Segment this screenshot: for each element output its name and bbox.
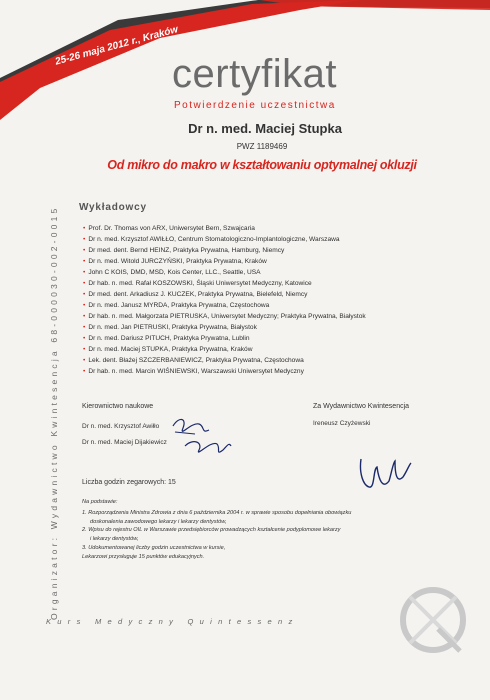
scientific-direction-names — [82, 419, 167, 451]
hours-count: Liczba godzin zegarowych: 15 — [82, 479, 176, 486]
participant-pwz: PWZ 1189469 — [236, 142, 288, 151]
bullet-icon: • — [83, 313, 86, 320]
legal-item: 2. Wpisu do rejestru OIL w Warszawie przedsiębiorców prowadzących kształcenie podyplomowe lekarzy — [82, 527, 341, 534]
lecturers-heading: Wykładowcy — [79, 202, 147, 213]
bullet-icon: • — [83, 368, 86, 375]
quintessenz-logo-icon — [398, 585, 468, 655]
legal-item: 1. Rozporządzenia Ministra Zdrowia z dnia 6 października 2004 r. w sprawie sposobu dopełniania obowiązku — [82, 509, 352, 516]
lecturer-item: • Dr n. med. Janusz MYRDA, Praktyka Prywatna, Częstochowa — [83, 302, 270, 309]
lecturer-item: • Dr n. med. Krzysztof AWIŁŁO, Centrum Stomatologiczno-Implantologiczne, Warszawa — [83, 236, 340, 243]
bullet-icon: • — [83, 357, 86, 364]
certificate-subtitle: Potwierdzenie uczestnictwa — [174, 100, 336, 111]
lecturer-item: • John C KOIS, DMD, MSD, Kois Center, LLC., Seattle, USA — [83, 269, 261, 276]
bullet-icon: • — [83, 346, 86, 353]
legal-item: i lekarzy dentystów, — [90, 536, 139, 543]
handwritten-signature-right — [355, 451, 415, 496]
legal-item: Lekarzowi przysługuje 15 punktów edukacyjnych. — [82, 553, 205, 560]
lecturer-item: • Dr n. med. Dariusz PITUCH, Praktyka Prywatna, Lublin — [83, 335, 250, 342]
bullet-icon: • — [83, 335, 86, 342]
bullet-icon: • — [83, 225, 86, 232]
signatory-name: Dr n. med. Krzysztof Awiłło — [82, 423, 160, 430]
lecturers-list — [83, 223, 366, 377]
lecturer-item: • Dr hab. n. med. Małgorzata PIETRUSKA, Uniwersytet Medyczny; Praktyka Prywatna, Białystok — [83, 313, 366, 320]
footer-course-name: Kurs Medyczny Quintessenz — [46, 617, 299, 626]
organizer-vertical-text: Organizator: Wydawnictwo Kwintesencja 68-000030-002-0015 — [49, 205, 59, 620]
publisher-heading: Za Wydawnictwo Kwintesencja — [313, 403, 410, 410]
bullet-icon: • — [83, 236, 86, 243]
lecturer-item: • Dr n. med. Jan PIETRUSKI, Praktyka Prywatna, Białystok — [83, 324, 257, 331]
course-title: Od mikro do makro w kształtowaniu optymalnej okluzji — [107, 158, 417, 172]
legal-basis — [82, 498, 382, 562]
bullet-icon: • — [83, 291, 86, 298]
lecturer-item: • Prof. Dr. Thomas von ARX, Uniwersytet Bern, Szwajcaria — [83, 225, 255, 232]
lecturer-item: • Dr hab. n. med. Rafał KOSZOWSKI, Śląski Uniwersytet Medyczny, Katowice — [83, 280, 312, 287]
publisher-signatory-name: Ireneusz Czyżewski — [313, 420, 371, 427]
lecturer-item: • Dr n. med. Maciej STUPKA, Praktyka Prywatna, Kraków — [83, 346, 253, 353]
bullet-icon: • — [83, 324, 86, 331]
legal-heading: Na podstawie: — [82, 499, 118, 505]
lecturer-item: • Dr med. dent. Arkadiusz J. KUCZEK, Praktyka Prywatna, Bielefeld, Niemcy — [83, 291, 308, 298]
bullet-icon: • — [83, 302, 86, 309]
certificate-title: certyfikat — [172, 52, 338, 96]
lecturer-item: • Lek. dent. Błażej SZCZERBANIEWICZ, Praktyka Prywatna, Częstochowa — [83, 357, 304, 364]
lecturer-item: • Dr hab. n. med. Marcin WIŚNIEWSKI, Warszawski Uniwersytet Medyczny — [83, 368, 304, 375]
legal-item: 3. Udokumentowanej liczby godzin uczestnictwa w kursie, — [82, 544, 226, 551]
signatory-name: Dr n. med. Maciej Dijakiewicz — [82, 439, 167, 446]
scientific-direction-heading: Kierownictwo naukowe — [82, 403, 154, 410]
participant-name: Dr n. med. Maciej Stupka — [188, 121, 342, 136]
bullet-icon: • — [83, 280, 86, 287]
event-date: 25-26 maja 2012 r., Kraków — [54, 24, 180, 68]
lecturer-item: • Dr n. med. Witold JURCZYŃSKI, Praktyka Prywatna, Kraków — [83, 258, 267, 265]
bullet-icon: • — [83, 247, 86, 254]
legal-item: doskonalenia zawodowego lekarzy i lekarzy dentystów, — [90, 518, 227, 525]
bullet-icon: • — [83, 269, 86, 276]
bullet-icon: • — [83, 258, 86, 265]
lecturer-item: • Dr med. dent. Bernd HEINZ, Praktyka Prywatna, Hamburg, Niemcy — [83, 247, 285, 254]
handwritten-signature-left — [165, 412, 235, 462]
